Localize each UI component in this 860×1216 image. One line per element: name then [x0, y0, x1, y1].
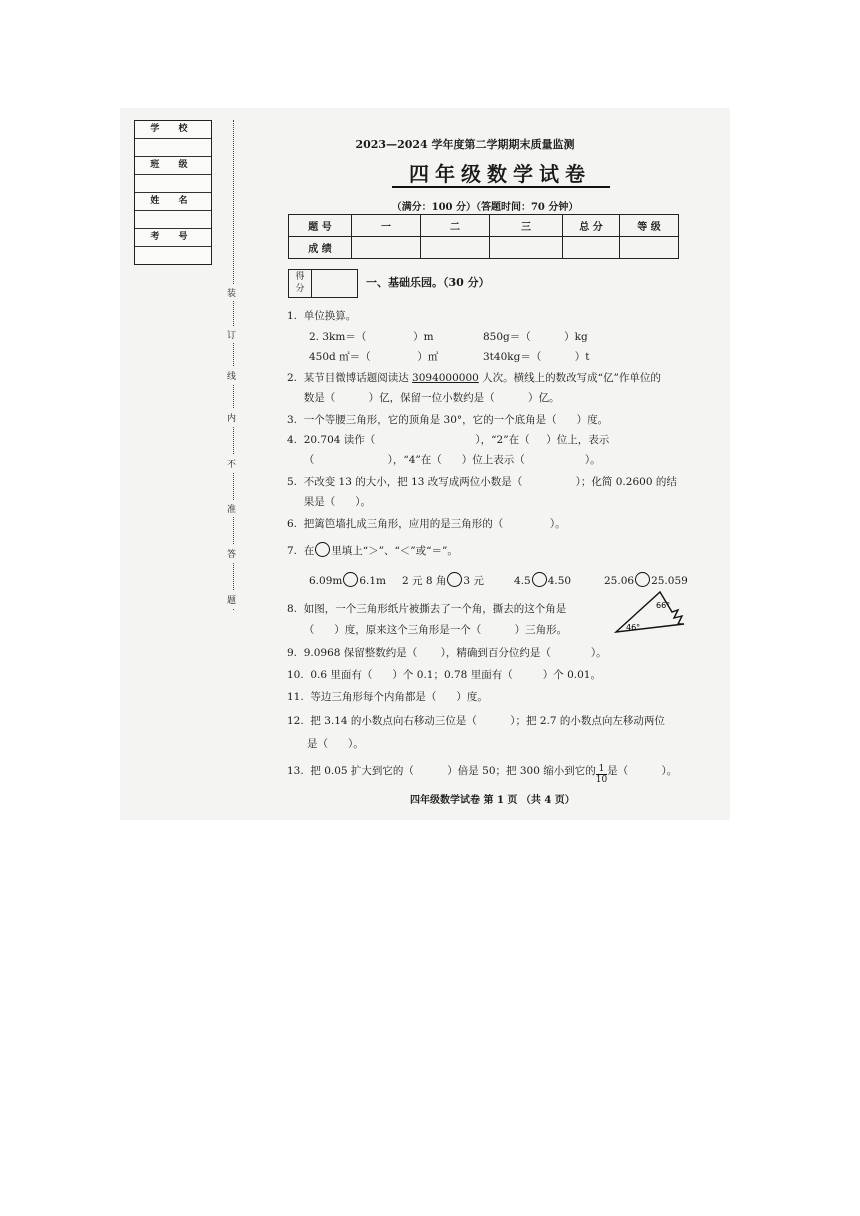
question-10: 10. 0.6 里面有（ ）个 0.1；0.78 里面有（ ）个 0.01。	[287, 669, 601, 681]
page-footer: 四年级数学试卷 第 1 页 （共 4 页）	[410, 795, 575, 806]
compare-circle-input[interactable]	[532, 572, 547, 587]
score-table-cell: 等 级	[620, 215, 679, 237]
info-label-class: 班 级	[135, 157, 211, 175]
triangle-angle-top: 66°	[656, 601, 671, 610]
info-field-class	[135, 175, 211, 193]
section-score-box	[288, 269, 358, 298]
section-title: 一、基础乐园。（30 分）	[366, 276, 490, 289]
question-8-line2: （ ）度，原来这个三角形是一个（ ）三角形。	[287, 624, 568, 636]
score-input-cell[interactable]	[421, 237, 490, 259]
score-table-score-row	[289, 237, 679, 259]
score-table-cell: 三	[490, 215, 563, 237]
question-4-line2: （ ），“4”在（ ）位上表示（ ）。	[287, 454, 601, 466]
question-1d: 3t40kg＝（ ）t	[483, 351, 590, 363]
binding-char: 内	[226, 409, 237, 426]
question-12-line1: 12. 把 3.14 的小数点向右移动三位是（ ）；把 2.7 的小数点向左移动两位	[287, 715, 665, 727]
question-13-pre: 13. 把 0.05 扩大到它的（ ）倍是 50；把 300 缩小到它的	[287, 765, 596, 777]
compare-circle-input[interactable]	[343, 572, 358, 587]
fraction	[596, 764, 607, 785]
question-5-line2: 果是（ ）。	[287, 496, 371, 508]
question-7-item	[604, 572, 688, 587]
question-13-post: 是（ ）。	[607, 765, 678, 777]
binding-char: 题	[226, 591, 237, 608]
compare-left: 4.5	[514, 575, 531, 587]
question-2-line1	[287, 370, 661, 385]
binding-dotted-line	[233, 120, 234, 610]
compare-right: 25.059	[651, 575, 688, 587]
question-1b: 850g＝（ ）kg	[483, 331, 588, 343]
score-table-cell: 二	[421, 215, 490, 237]
question-2-number: 3094000000	[412, 372, 479, 384]
compare-right: 6.1m	[359, 575, 386, 587]
compare-left: 2 元 8 角	[402, 575, 447, 587]
info-field-exam-number	[135, 247, 211, 264]
compare-left: 6.09m	[309, 575, 343, 587]
question-8-line1: 8. 如图，一个三角形纸片被撕去了一个角，撕去的这个角是	[287, 603, 567, 615]
binding-char: 准	[226, 500, 237, 517]
question-2-post: 人次。横线上的数改写成“亿”作单位的	[478, 372, 661, 384]
question-7-item	[309, 572, 386, 587]
question-3: 3. 一个等腰三角形，它的顶角是 30°，它的一个底角是（ ）度。	[287, 414, 609, 426]
question-7-item	[402, 572, 484, 588]
question-13	[287, 763, 677, 785]
question-7-pre: 7. 在	[287, 545, 315, 557]
question-6: 6. 把篱笆墙扎成三角形，应用的是三角形的（ ）。	[287, 518, 566, 530]
title-underline	[392, 186, 610, 188]
score-table	[288, 214, 679, 259]
score-table-cell: 一	[352, 215, 421, 237]
question-7-post: 里填上“＞”、“＜”或“＝”。	[331, 545, 458, 557]
info-field-school	[135, 139, 211, 157]
binding-char: 答	[226, 545, 237, 562]
fraction-numerator: 1	[596, 764, 607, 775]
score-input-cell[interactable]	[620, 237, 679, 259]
compare-circle-input[interactable]	[447, 572, 462, 587]
info-label-exam-number: 考 号	[135, 229, 211, 247]
compare-left: 25.06	[604, 575, 635, 587]
question-4-line1: 4. 20.704 读作（ ），“2”在（ ）位上，表示	[287, 434, 610, 446]
score-input-cell[interactable]	[352, 237, 421, 259]
question-1: 1. 单位换算。	[287, 310, 357, 322]
score-input-cell[interactable]	[490, 237, 563, 259]
question-11: 11. 等边三角形每个内角都是（ ）度。	[287, 691, 488, 703]
compare-circle-icon	[315, 542, 330, 557]
question-7	[287, 542, 458, 558]
binding-char: 订	[226, 326, 237, 343]
question-12-line2: 是（ ）。	[287, 738, 364, 750]
question-5-line1: 5. 不改变 13 的大小，把 13 改写成两位小数是（ ）；化简 0.2600 的结	[287, 476, 677, 488]
info-label-school: 学 校	[135, 121, 211, 139]
question-1c: 450d ㎡＝（ ）㎡	[309, 351, 439, 363]
student-info-box	[134, 120, 212, 265]
question-9: 9. 9.0968 保留整数约是（ ），精确到百分位约是（ ）。	[287, 647, 607, 659]
torn-triangle-figure	[612, 590, 692, 636]
info-label-name: 姓 名	[135, 193, 211, 211]
binding-char: 装	[226, 284, 237, 301]
info-field-name	[135, 211, 211, 229]
binding-char: 不	[226, 455, 237, 472]
question-2-line2: 数是（ ）亿，保留一位小数约是（ ）亿。	[287, 392, 560, 404]
exam-title: 2023—2024 学年度第二学期期末质量监测	[355, 138, 575, 151]
exam-subtitle: （满分：100 分）（答题时间：70 分钟）	[391, 202, 579, 213]
binding-char: 线	[226, 367, 237, 384]
triangle-angle-left: 46°	[626, 623, 641, 632]
score-input-cell[interactable]	[563, 237, 620, 259]
score-table-cell: 题 号	[289, 215, 352, 237]
compare-right: 3 元	[463, 575, 484, 587]
paper-title: 四年级数学试卷	[409, 162, 591, 186]
compare-right: 4.50	[547, 575, 572, 587]
section-score-label: 得 分	[289, 270, 312, 298]
question-7-item	[514, 572, 571, 587]
score-table-header-row	[289, 215, 679, 237]
question-1a: 2. 3km＝（ ）m	[309, 331, 434, 343]
score-table-cell: 成 绩	[289, 237, 352, 259]
score-table-cell: 总 分	[563, 215, 620, 237]
fraction-denominator: 10	[595, 775, 608, 785]
compare-circle-input[interactable]	[635, 572, 650, 587]
question-2-pre: 2. 某节目微博话题阅读达	[287, 372, 413, 384]
